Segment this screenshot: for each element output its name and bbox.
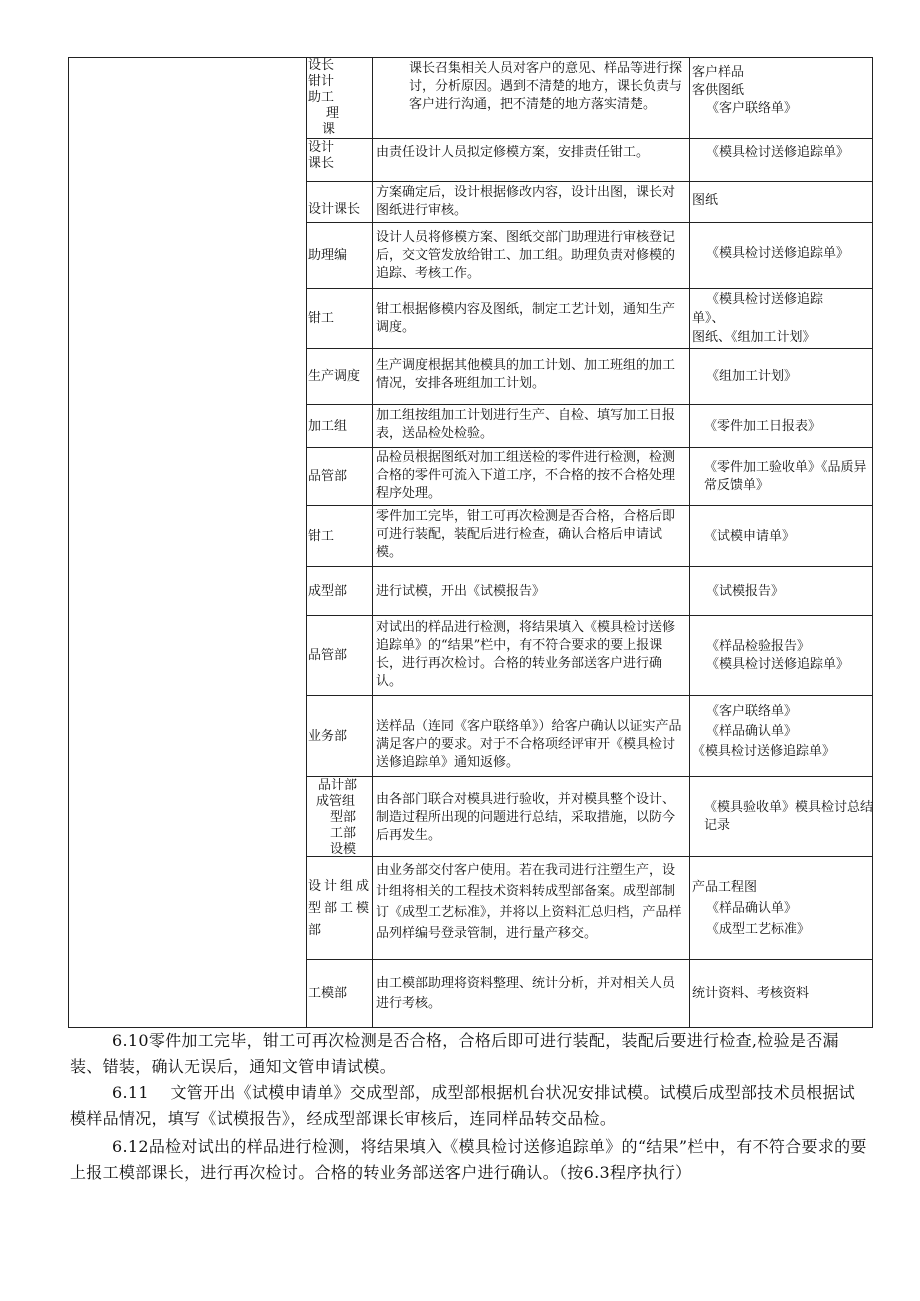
dept-text: 品管部: [308, 648, 348, 663]
dept-text: 业务部: [308, 728, 348, 744]
form-text: 统计资料、考核资料: [692, 986, 810, 1001]
form-line: 《样品确认单》: [706, 901, 798, 916]
dept-cell: [306, 568, 372, 615]
dept-text: 工模部: [308, 986, 348, 1001]
dept-line: 品计部: [318, 778, 358, 793]
dept-line: 设长: [308, 58, 335, 73]
dept-line: 型部: [330, 810, 357, 825]
desc-cell: 课长召集相关人员对客户的意见、样品等进行探讨，分析原因。遇到不清楚的地方，课长负责与客户进行沟通，把不清楚的地方落实清楚。: [409, 61, 683, 112]
dept-line: 课: [322, 122, 336, 137]
desc-cell: 加工组按组加工计划进行生产、自检、填写加工日报表，送品检处检验。: [376, 408, 676, 441]
desc-cell: 由业务部交付客户使用。若在我司进行注塑生产，设计组将相关的工程技术资料转成型部备案。成型部制订《成型工艺标准》，并将以上资料汇总归档，产品样品列样编号登录管制，进行量产移交。: [376, 863, 682, 941]
dept-cell: [306, 290, 372, 348]
form-text: 《模具检讨送修追踪单》: [706, 144, 850, 160]
dept-cell: [306, 858, 372, 959]
desc-text: 进行试模，开出《试模报告》: [376, 583, 546, 599]
form-text: 《零件加工日报表》: [704, 418, 822, 434]
form-text: 《试模申请单》: [704, 528, 796, 544]
dept-text: 助理编: [308, 248, 348, 263]
dept-text: 设计组成型部工模部: [308, 878, 372, 938]
form-text: 《试模报告》: [706, 583, 785, 599]
section-6-10: 6.10零件加工完毕，钳工可再次检测是否合格，合格后即可进行装配，装配后要进行检查,检验是否漏装、错装，确认无误后，通知文管申请试模。: [70, 1031, 839, 1076]
desc-cell: 方案确定后，设计根据修改内容，设计出图，课长对图纸进行审核。: [376, 185, 676, 218]
form-line: 《模具检讨送修追踪单》: [706, 657, 850, 672]
form-line: 客户样品: [692, 65, 745, 80]
desc-cell: 由工模部助理将资料整理、统计分析，并对相关人员进行考核。: [376, 976, 676, 1011]
form-line: 《样品检验报告》: [706, 639, 811, 654]
form-text: 《零件加工验收单》《品质异常反馈单》: [704, 460, 867, 493]
dept-line: 助工: [308, 90, 335, 105]
dept-cell: [306, 224, 372, 288]
form-line: 图纸、《组加工计划》: [692, 330, 816, 345]
form-line: 《客户联络单》: [706, 101, 798, 116]
dept-line: 设模: [330, 842, 357, 856]
desc-cell: 设计人员将修模方案、图纸交部门助理进行审核登记后，交文管发放给钳工、加工组。助理负责对修模的追踪、考核工作。: [376, 230, 676, 281]
dept-line: 成管组: [316, 794, 356, 809]
dept-text: 品管部: [308, 469, 348, 484]
dept-text: 加工组: [308, 418, 348, 434]
dept-cell: [306, 778, 372, 856]
form-cell: [690, 568, 873, 615]
form-text: 图纸: [692, 193, 719, 208]
dept-line: 理: [326, 106, 340, 121]
form-text: 《模具检讨送修追踪单》: [706, 246, 850, 261]
form-cell: [690, 183, 873, 219]
dept-line: 钳计: [308, 74, 335, 89]
form-line: 《客户联络单》: [706, 704, 798, 719]
dept-cell: 设计课长: [308, 202, 361, 217]
form-cell: [690, 702, 873, 776]
form-cell: [690, 224, 873, 284]
form-line: 《模具检讨送修追踪: [706, 292, 824, 307]
form-cell: [690, 961, 873, 1027]
dept-cell: [306, 58, 372, 138]
form-cell: [690, 877, 873, 959]
form-cell: [690, 449, 873, 505]
dept-cell: [306, 449, 372, 505]
form-line: 单》、: [692, 311, 725, 326]
desc-cell: 送样品（连同《客户联络单》）给客户确认以证实产品满足客户的要求。对于不合格项经评审开《模具检讨送修追踪单》通知返修。: [376, 719, 682, 770]
desc-cell: 生产调度根据其他模具的加工计划、加工班组的加工情况，安排各班组加工计划。: [376, 358, 676, 391]
desc-cell: 零件加工完毕，钳工可再次检测是否合格，合格后即可进行装配，装配后进行检查，确认合格后申请试模。: [376, 509, 676, 560]
desc-text: 由责任设计人员拟定修模方案，安排责任钳工。: [376, 144, 650, 160]
dept-cell: [306, 617, 372, 695]
form-line: 《模具检讨送修追踪单》: [692, 744, 836, 759]
section-6-12: 6.12品检对试出的样品进行检测，将结果填入《模具检讨送修追踪单》的“结果”栏中，有不符合要求的要上报工模部课长，进行再次检讨。合格的转业务部送客户进行确认。（按6.3程序执行）: [70, 1137, 867, 1182]
form-cell: [690, 617, 873, 695]
desc-cell: 由各部门联合对模具进行验收，并对模具整个设计、制造过程所出现的问题进行总结，采取措施，以防今后再发生。: [376, 792, 676, 843]
form-cell: [690, 406, 873, 447]
dept-cell: [306, 507, 372, 566]
desc-cell: [373, 140, 689, 165]
form-line: 客供图纸: [692, 83, 745, 98]
form-line: 产品工程图: [692, 880, 758, 895]
dept-cell: [306, 350, 372, 404]
form-cell: [690, 350, 873, 404]
form-text: 《组加工计划》: [706, 369, 798, 384]
form-cell: 《模具验收单》模具检讨总结记录: [704, 800, 873, 833]
desc-cell: 钳工根据修模内容及图纸，制定工艺计划，通知生产调度。: [376, 302, 676, 335]
dept-line: 工部: [330, 826, 357, 841]
form-cell: [690, 140, 873, 165]
dept-text: 钳工: [308, 528, 335, 544]
section-6-11: 6.11 文管开出《试模申请单》交成型部，成型部根据机台状况安排试模。试模后成型部技术员根据试模样品情况，填写《试模报告》，经成型部课长审核后，连同样品转交品检。: [70, 1083, 856, 1128]
dept-cell: [306, 697, 372, 776]
desc-cell: 对试出的样品进行检测，将结果填入《模具检讨送修追踪单》的“结果”栏中，有不符合要求的要上报课长，进行再次检讨。合格的转业务部送客户进行确认。: [376, 620, 676, 689]
dept-text: 成型部: [308, 583, 348, 599]
form-cell: [690, 290, 873, 348]
form-cell: [690, 64, 873, 138]
dept-text: 生产调度: [308, 369, 361, 384]
dept-cell: [306, 961, 372, 1027]
dept-cell: [306, 406, 372, 447]
dept-text: 钳工: [308, 311, 335, 326]
form-line: 《样品确认单》: [706, 724, 798, 739]
form-line: 《成型工艺标准》: [706, 922, 811, 937]
desc-cell: [373, 568, 689, 615]
desc-cell: 品检员根据图纸对加工组送检的零件进行检测，检测合格的零件可流入下道工序，不合格的按不合格处理程序处理。: [376, 450, 676, 501]
form-cell: [690, 507, 873, 566]
dept-cell: 设计课长: [308, 140, 335, 171]
